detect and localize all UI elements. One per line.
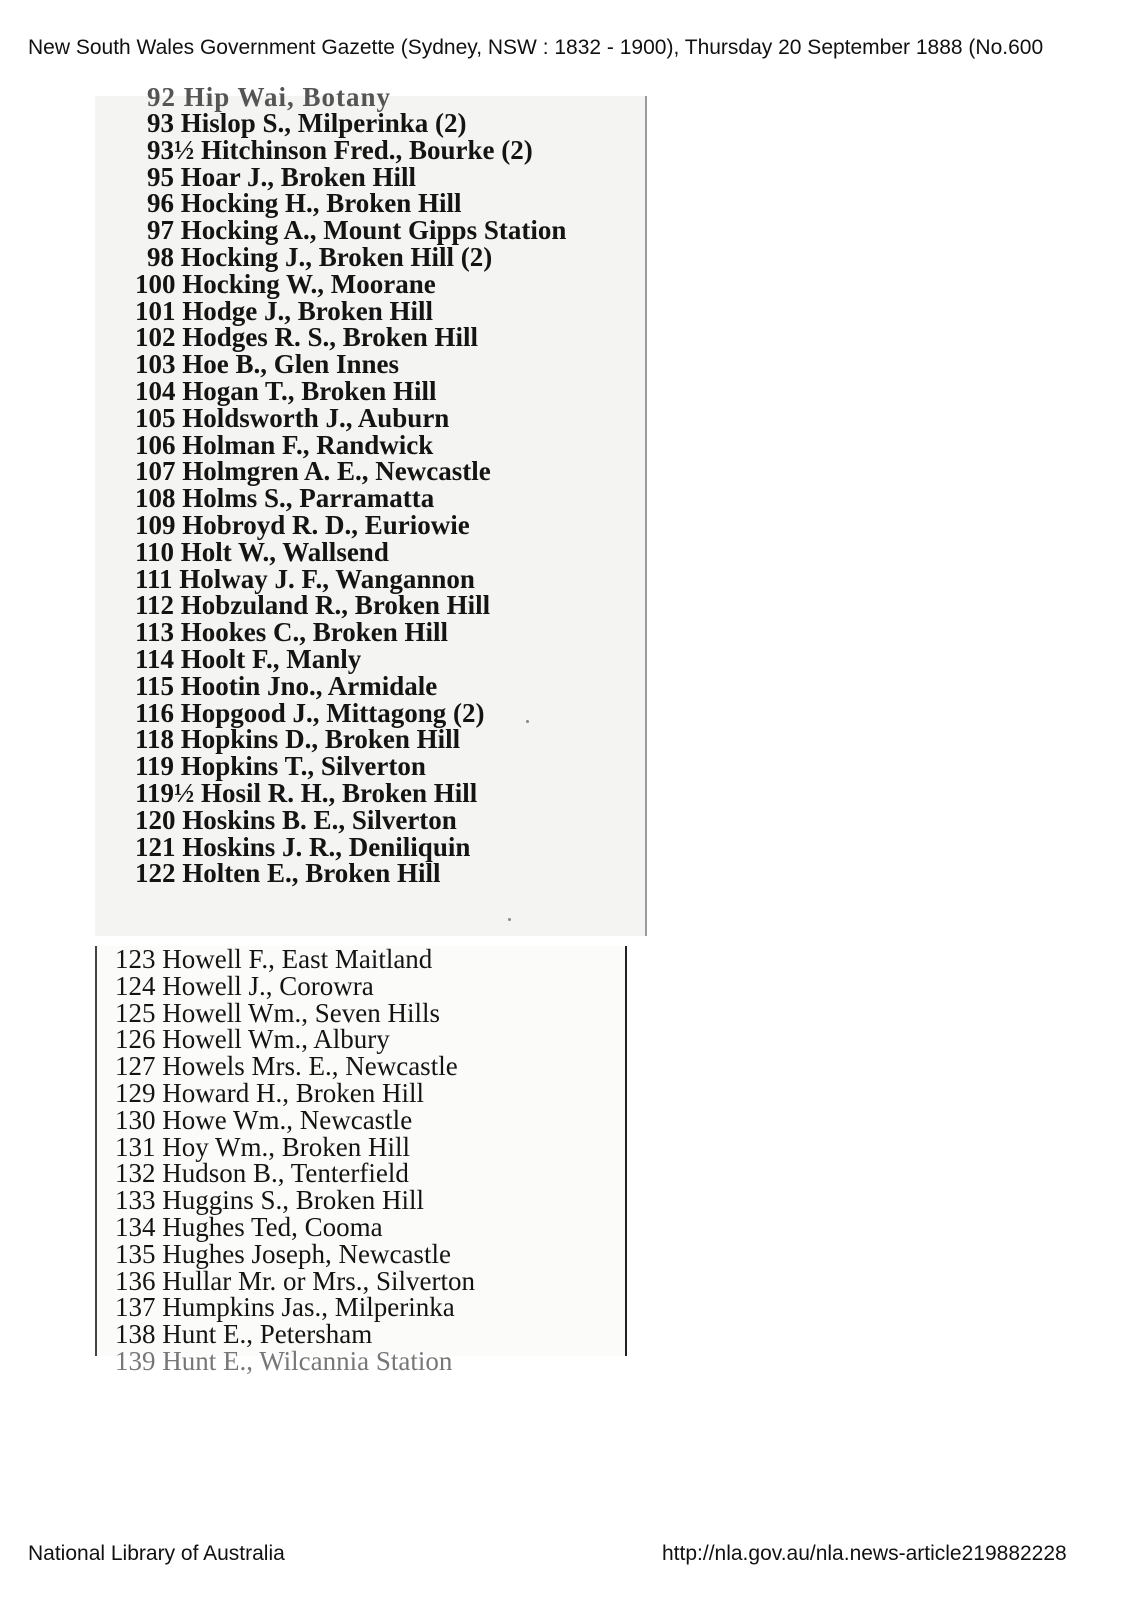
clipping-entry: 120 Hoskins B. E., Silverton	[135, 804, 457, 835]
clipping-entry: 98 Hocking J., Broken Hill (2)	[147, 242, 493, 272]
clipping-entry: 130 Howe Wm., Newcastle	[115, 1104, 413, 1135]
clipping-entry: 95 Hoar J., Broken Hill	[147, 161, 417, 192]
clipping-entry: 93 Hislop S., Milperinka (2)	[147, 108, 467, 138]
clipping-column-one	[95, 82, 647, 936]
clipping-entry: 124 Howell J., Corowra	[115, 970, 374, 1001]
clipping-entry: 134 Hughes Ted, Cooma	[115, 1212, 383, 1242]
clipping-entry: 111 Holway J. F., Wangannon	[135, 563, 475, 594]
clipping-entry: 118 Hopkins D., Broken Hill	[135, 724, 461, 755]
clipping-entry: 119½ Hosil R. H., Broken Hill	[135, 778, 478, 808]
clipping-entry: 101 Hodge J., Broken Hill	[135, 295, 434, 326]
print-speck	[508, 918, 511, 921]
print-speck	[526, 720, 529, 723]
clipping-entry: 122 Holten E., Broken Hill	[135, 858, 441, 889]
clipping-entry: 102 Hodges R. S., Broken Hill	[135, 322, 479, 353]
clipping-entry: 113 Hookes C., Broken Hill	[135, 617, 449, 648]
clipping-entry: 107 Holmgren A. E., Newcastle	[135, 456, 491, 487]
clipping-entry: 97 Hocking A., Mount Gipps Station	[147, 215, 567, 246]
clipping-entry: 135 Hughes Joseph, Newcastle	[115, 1238, 451, 1269]
clipping-entry: 115 Hootin Jno., Armidale	[135, 670, 438, 701]
footer-url: http://nla.gov.au/nla.news-article219882228	[662, 1542, 1067, 1565]
clipping-top-fragment: 92 Hip Wai, Botany	[147, 82, 392, 112]
clipping-entry: 127 Howels Mrs. E., Newcastle	[115, 1051, 458, 1082]
clipping-entry: 110 Holt W., Wallsend	[135, 536, 389, 567]
clipping-entry: 96 Hocking H., Broken Hill	[147, 188, 462, 219]
page-header: New South Wales Government Gazette (Sydney, NSW : 1832 - 1900), Thursday 20 September 1888 (No.600	[28, 36, 1044, 59]
clipping-entry: 106 Holman F., Randwick	[135, 429, 434, 460]
clipping-entry: 105 Holdsworth J., Auburn	[135, 402, 450, 433]
clipping-entry: 114 Hoolt F., Manly	[135, 644, 362, 674]
clipping-entry: 104 Hogan T., Broken Hill	[135, 376, 437, 406]
clipping-entry: 123 Howell F., East Maitland	[115, 944, 433, 974]
clipping-entry: 136 Hullar Mr. or Mrs., Silverton	[115, 1265, 475, 1296]
clipping-entry: 109 Hobroyd R. D., Euriowie	[135, 510, 470, 540]
clipping-entry: 137 Humpkins Jas., Milperinka	[115, 1292, 455, 1323]
clipping-entry: 121 Hoskins J. R., Deniliquin	[135, 831, 471, 862]
clipping-entry: 132 Hudson B., Tenterfield	[115, 1158, 409, 1189]
clipping-entry: 108 Holms S., Parramatta	[135, 483, 435, 514]
clipping-entry: 116 Hopgood J., Mittagong (2)	[135, 697, 485, 728]
clipping-column-two	[95, 944, 627, 1376]
clipping-entry: 103 Hoe B., Glen Innes	[135, 349, 400, 380]
clipping-entry: 100 Hocking W., Moorane	[135, 268, 436, 299]
clipping-bottom-fragment: 139 Hunt E., Wilcannia Station	[115, 1346, 453, 1376]
clipping-entry: 138 Hunt E., Petersham	[115, 1319, 373, 1350]
clipping-entry: 126 Howell Wm., Albury	[115, 1024, 390, 1055]
clipping-entry: 93½ Hitchinson Fred., Bourke (2)	[147, 134, 533, 165]
clipping-entry: 119 Hopkins T., Silverton	[135, 751, 426, 782]
clipping-entry: 125 Howell Wm., Seven Hills	[115, 997, 440, 1028]
clipping-entry: 131 Hoy Wm., Broken Hill	[115, 1131, 410, 1162]
clipping-entry: 133 Huggins S., Broken Hill	[115, 1185, 425, 1216]
clipping-entry: 129 Howard H., Broken Hill	[115, 1078, 424, 1108]
footer-source: National Library of Australia	[28, 1542, 285, 1565]
clipping-entry: 112 Hobzuland R., Broken Hill	[135, 590, 491, 621]
